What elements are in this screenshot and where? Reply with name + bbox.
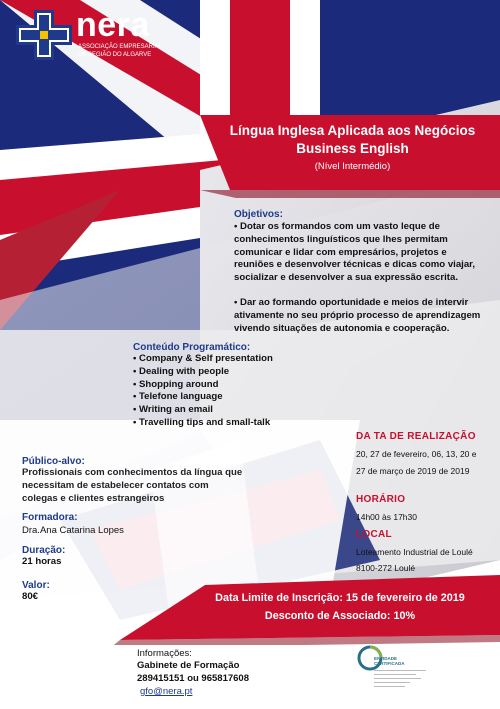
objective-line: ativamente no seu próprio processo de aprendizagem bbox=[234, 309, 481, 321]
program-item: • Travelling tips and small-talk bbox=[133, 416, 271, 428]
audience-line: colegas e clientes estrangeiros bbox=[22, 492, 165, 504]
location-heading: LOCAL bbox=[356, 529, 392, 540]
program-item: • Dealing with people bbox=[133, 365, 230, 377]
nera-wordmark: nera bbox=[76, 6, 150, 44]
title-line-2: Business English bbox=[296, 141, 409, 156]
audience-section bbox=[22, 456, 282, 505]
price-section bbox=[22, 580, 102, 604]
date-line-2: 27 de março de 2019 de 2019 bbox=[356, 466, 470, 476]
price-heading: Valor: bbox=[22, 580, 50, 591]
location-line-1: Loteamento Industrial de Loulé bbox=[356, 547, 473, 557]
time-heading: HORÁRIO bbox=[356, 494, 406, 505]
certified-entity-logo bbox=[356, 644, 436, 704]
discount-text: Desconto de Associado: 10% bbox=[264, 610, 416, 622]
certified-label: ENTIDADE CERTIFICADA bbox=[374, 656, 405, 666]
info-label: Informações: bbox=[137, 648, 192, 659]
deadline-banner bbox=[200, 592, 480, 622]
date-line-1: 20, 27 de fevereiro, 06, 13, 20 e bbox=[356, 449, 477, 459]
date-heading: DA TA DE REALIZAÇÃO bbox=[356, 431, 476, 442]
program-item: • Writing an email bbox=[133, 404, 213, 416]
program-item: • Company & Self presentation bbox=[133, 353, 273, 364]
objective-line: conhecimentos linguísticos que lhes permitam bbox=[234, 233, 448, 245]
objective-line: vivendo situações de autonomia e cooperação. bbox=[234, 322, 450, 334]
office-name: Gabinete de Formação bbox=[137, 660, 240, 671]
objective-line: • Dotar os formandos com um vasto leque de bbox=[234, 221, 440, 232]
objectives-section bbox=[234, 209, 496, 335]
objective-line: comunicar e lidar com empresários, projetos e bbox=[234, 246, 447, 258]
objective-line: socializar e desenvolver a sua expressão escrita. bbox=[234, 272, 458, 284]
program-section bbox=[133, 342, 333, 430]
program-heading: Conteúdo Programático: bbox=[133, 342, 251, 353]
program-item: • Shopping around bbox=[133, 378, 219, 390]
duration-value: 21 horas bbox=[22, 556, 62, 567]
email-link[interactable]: gfo@nera.pt bbox=[140, 686, 193, 697]
duration-section bbox=[22, 545, 142, 569]
audience-line: necessitam de estabelecer contatos com bbox=[22, 479, 209, 491]
footer-contacts bbox=[137, 648, 317, 698]
duration-heading: Duração: bbox=[22, 545, 66, 556]
title-line-1: Língua Inglesa Aplicada aos Negócios bbox=[229, 123, 476, 138]
nera-subtitle-1: ASSOCIAÇÃO EMPRESARIAL bbox=[78, 44, 163, 50]
phone-numbers: 289415151 ou 965817608 bbox=[137, 673, 249, 684]
trainer-section bbox=[22, 512, 222, 537]
nera-subtitle-2: DA REGIÃO DO ALGARVE bbox=[78, 52, 152, 58]
schedule-section bbox=[356, 431, 496, 574]
audience-line: Profissionais com conhecimentos da língua que bbox=[22, 467, 243, 478]
audience-heading: Público-alvo: bbox=[22, 456, 85, 467]
location-line-2: 8100-272 Loulé bbox=[356, 563, 416, 573]
nera-cross-icon bbox=[16, 10, 72, 60]
objective-line: reuniões e desenvolver técnicas e dicas como viajar, bbox=[234, 259, 476, 271]
time-value: 14h00 às 17h30 bbox=[356, 512, 417, 522]
price-value: 80€ bbox=[22, 591, 39, 602]
deadline-text: Data Limite de Inscrição: 15 de fevereiro de 2019 bbox=[215, 592, 465, 604]
objectives-heading: Objetivos: bbox=[234, 209, 283, 220]
title-level: (Nível Intermédio) bbox=[314, 161, 391, 172]
trainer-heading: Formadora: bbox=[22, 512, 78, 523]
program-item: • Telefone language bbox=[133, 391, 223, 403]
fine-print bbox=[374, 670, 426, 687]
trainer-name: Dra.Ana Catarina Lopes bbox=[22, 525, 124, 536]
objective-line: • Dar ao formando oportunidade e meios de intervir bbox=[234, 296, 469, 308]
course-title bbox=[210, 122, 495, 172]
nera-logo bbox=[16, 6, 186, 70]
